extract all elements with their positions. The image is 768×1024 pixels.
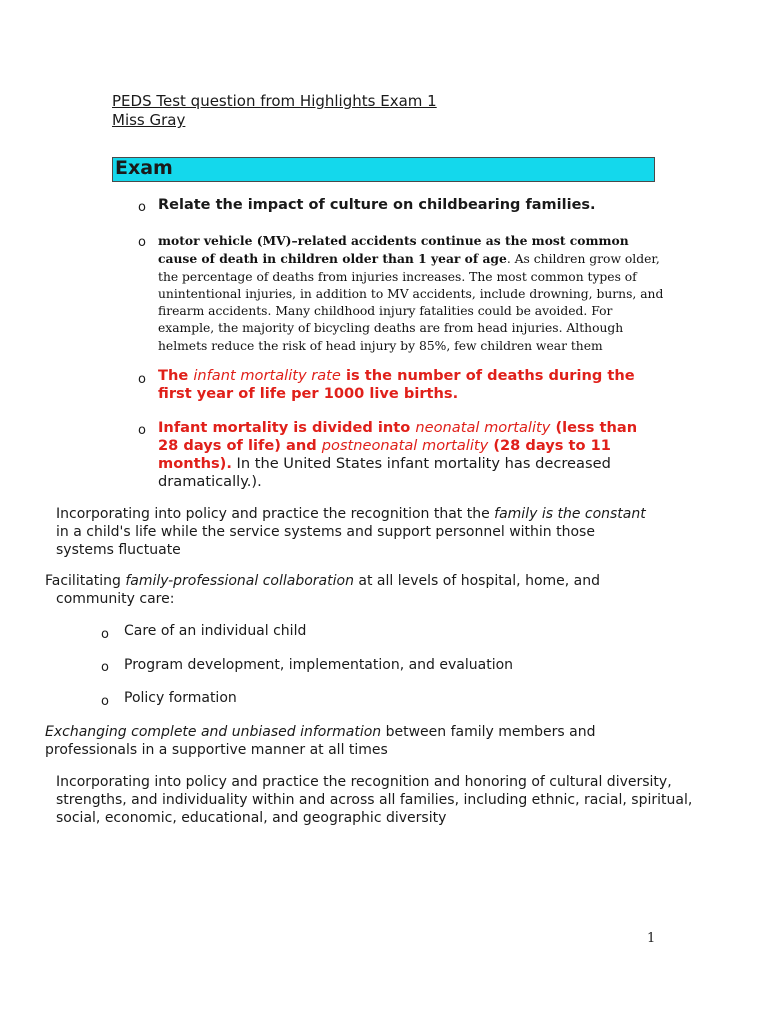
sub-item: Care of an individual child <box>124 623 307 639</box>
paragraph-collaboration: Facilitating family-professional collaboration at all levels of hospital, home, and <box>45 573 601 589</box>
bullet-icon: o <box>138 200 146 215</box>
list-item-mv-accidents <box>158 232 668 355</box>
paragraph-information: Exchanging complete and unbiased information between family members and professionals in a supportive manner at all times <box>45 724 596 758</box>
paragraph-diversity: Incorporating into policy and practice the recognition and honoring of cultural diversity, strengths, and individuality within and across all families, including ethnic, racial, spiritual, social, economic, educational, and geographic diversity <box>56 774 693 826</box>
term-imr: infant mortality rate <box>193 367 341 384</box>
sub-item: Program development, implementation, and evaluation <box>124 657 514 673</box>
paragraph-family-constant: Incorporating into policy and practice the recognition that the family is the constant in a child's life while the service systems and support personnel within those systems fluctuate <box>56 506 646 558</box>
term-neonatal: neonatal mortality <box>415 419 551 436</box>
list-item-culture: Relate the impact of culture on childbearing families. <box>158 197 596 213</box>
bullet-icon: o <box>101 627 109 642</box>
mv-bold-text: motor vehicle (MV)–related accidents continue as the most common cause of death in children older than 1 year of age <box>158 233 629 267</box>
term-postneonatal: postneonatal mortality <box>321 437 489 454</box>
bullet-icon: o <box>101 660 109 675</box>
bullet-icon: o <box>101 694 109 709</box>
section-heading: Exam <box>115 157 173 179</box>
section-heading-box <box>112 157 655 182</box>
bullet-icon: o <box>138 235 146 250</box>
sub-item: Policy formation <box>124 690 237 706</box>
mv-body-text: . As children grow older, the percentage of deaths from injuries increases. The most common types of unintentional injuries, in addition to MV accidents, include drowning, burns, and firearm accidents. Many childhood injury fatalities could be avoided. For example, the majority of bicycling deaths are from head injuries. Although helmets reduce the risk of head injury by 85%, few children wear them <box>158 252 664 353</box>
list-item-infant-mortality-rate: The infant mortality rate is the number of deaths during the first year of life per 1000 live births. <box>158 367 635 402</box>
paragraph-collaboration-cont: community care: <box>56 591 175 607</box>
bullet-icon: o <box>138 423 146 438</box>
page-number: 1 <box>647 931 656 946</box>
bullet-icon: o <box>138 372 146 387</box>
document-author: Miss Gray <box>112 111 186 129</box>
list-item-infant-mortality-division: Infant mortality is divided into neonatal mortality (less than 28 days of life) and postneonatal mortality (28 days to 11 months). In the United States infant mortality has decreased dramatically.). <box>158 419 638 490</box>
document-title: PEDS Test question from Highlights Exam 1 <box>112 92 437 110</box>
